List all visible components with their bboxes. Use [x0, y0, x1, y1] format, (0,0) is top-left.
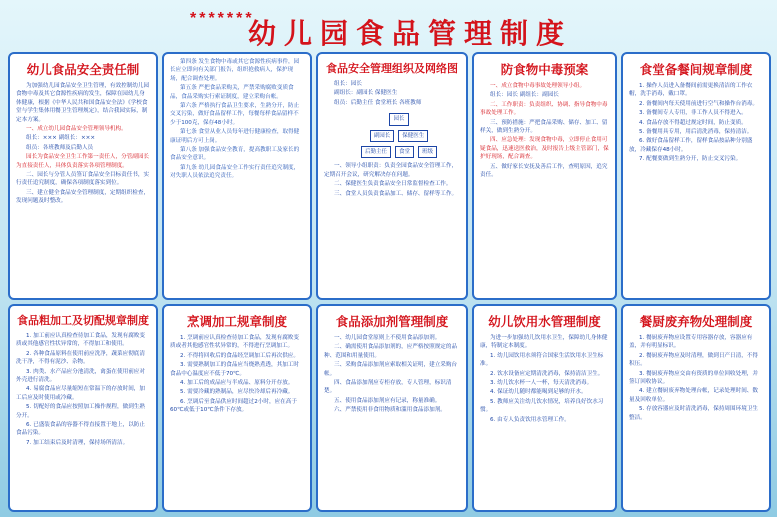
panel-line: 6. 由专人负责饮用水管理工作。: [490, 416, 570, 423]
panel-line: 二、保健医生负责食品安全日常监督检查工作。: [334, 181, 452, 188]
panel-body: [629, 334, 763, 422]
panel-line: 1. 餐厨废弃物应设置专用容器存放，容器应有盖，并有明显标识。: [629, 335, 753, 350]
panel-line: 6. 做好食品留样工作，留样食品按品种分别盛放，冷藏保存48小时。: [629, 138, 753, 153]
panel-line: 2. 备餐间内每天使用前进行空气和操作台消毒。: [639, 100, 758, 107]
panel-line: 三、建立健全食品安全管理制度，定期组织检查，发现问题及时整改。: [16, 189, 150, 205]
panel-line: 第五条 严把食品采购关，严禁采购腐败变质食品，食品采购实行索证制度，建立采购台帐。: [170, 85, 294, 100]
panel-line: 三、食堂人员负责食品加工、储存、留样等工作。: [334, 190, 458, 197]
panel-line: 4. 建立餐厨废弃物处理台帐，记录处理时间、数量及回收单位。: [629, 388, 758, 403]
panel-title: 幼儿食品安全责任制: [26, 62, 140, 77]
panel-title: 食品安全管理组织及网络图: [326, 62, 458, 75]
panel-line: 5. 切配好的食品应按照加工操作规程，做到生熟分开。: [16, 404, 145, 419]
panel-title: 餐厨废弃物处理制度: [639, 314, 753, 329]
panel-cooking-rules: [162, 304, 312, 512]
panel-line: 5. 存放容器应及时清洗消毒，保持周围环境卫生整洁。: [629, 406, 758, 421]
title-stars: *******: [190, 10, 255, 27]
panel-title: 食品粗加工及切配规章制度: [17, 314, 149, 327]
panel-line: 1. 操作人员进入备餐间前需更换清洁的工作衣帽，洗手消毒，戴口罩。: [629, 83, 753, 98]
panel-line: 二、工作职责：负责组织、协调、指导食物中毒事故处理工作。: [480, 101, 608, 117]
panel-line: 为加强幼儿园食品安全卫生管理，有效控制幼儿园食物中毒及其它食源性疾病的发生，保障在园幼儿身体健康，根据《中华人民共和国食品安全法》《学校食堂与学生集体用餐卫生管理规定》，结合我园实际，制定本方案。: [16, 83, 150, 123]
panel-line: 组员：各班教师及后勤人员: [26, 144, 94, 151]
panel-line: 二、园长与分管人员签订食品安全目标责任书，实行责任追究制度，确保各项制度落实到位。: [16, 172, 150, 187]
panel-line: 2. 各种食品原料在使用前应洗净，蔬菜应彻底清洗干净，不得有泥沙、杂物。: [16, 350, 145, 366]
panel-line: 2. 饮水设备应定期清洗消毒，保持清洁卫生。: [490, 370, 604, 377]
org-node: 后勤主任: [361, 146, 391, 158]
panel-body: [170, 334, 304, 415]
panel-line: 2. 餐厨废弃物应及时清理，做到日产日清，不得积压。: [629, 352, 758, 368]
panel-food-poisoning-plan: [472, 52, 617, 300]
panel-rough-processing-rules: [8, 304, 158, 512]
panel-line: 第九条 幼儿园食品安全工作实行责任追究制度，对失职人员依法追究责任。: [170, 164, 300, 180]
org-node: 园长: [389, 113, 408, 125]
panel-line: 为进一步加强幼儿饮用水卫生，保障幼儿身体健康，特制定本制度。: [480, 335, 608, 350]
panel-title: 烹调加工规章制度: [186, 314, 287, 329]
panel-line: 第七条 食堂从业人员每年进行健康检查，取得健康证明后方可上岗。: [170, 129, 300, 144]
panel-serving-room-rules: [621, 52, 771, 300]
panel-kitchen-waste-rules: [621, 304, 771, 512]
panel-line: 五、做好家长安抚及善后工作，查明原因，追究责任。: [480, 163, 608, 179]
panel-line: 一、成立幼儿园食品安全管理领导机构。: [26, 126, 127, 133]
panel-line: 4. 易腐食品应尽量缩短在常温下的存放时间，加工后应及时使用或冷藏。: [16, 386, 145, 401]
panel-line: 6. 已盛装食品的容器不得直接置于地上，以防止食品污染。: [16, 422, 145, 437]
panel-line: 4. 加工后的成品应与半成品、原料分开存放。: [180, 380, 294, 387]
panel-line: 3. 幼儿饮水杯一人一杯，每天清洗消毒。: [490, 380, 593, 387]
panel-line: 6. 烹调后至食品供应时间超过2小时，应在高于60℃或低于10℃条件下存放。: [170, 398, 297, 414]
panel-line: 5. 需要冷藏的熟制品，应尽快冷却后再冷藏。: [180, 389, 294, 396]
org-node: 副园长: [370, 130, 395, 142]
panel-line: 三、采购食品添加剂应索取相关证明，建立采购台帐。: [324, 362, 458, 377]
panel-line: 组长：园长 副组长：副园长: [490, 92, 559, 99]
panel-line: 第八条 加强食品安全教育，提高教职工及家长的食品安全意识。: [170, 147, 300, 162]
panel-body: [480, 334, 609, 424]
panel-line: 4. 食品存放不得超过规定时间，防止变质。: [639, 119, 747, 126]
panel-line: 7. 配餐要做到生熟分开，防止交叉污染。: [639, 156, 742, 163]
panel-line: 二、确需使用食品添加剂的，应严格按照规定的品种、范围和用量使用。: [324, 344, 458, 359]
org-node: 保健医生: [398, 130, 428, 142]
panel-body: [324, 80, 460, 198]
panel-line: 六、严禁使用非食用物质和滥用食品添加剂。: [334, 407, 446, 414]
panel-food-additive-rules: [316, 304, 468, 512]
panel-line: 3. 备餐间专人专用，非工作人员不得进入。: [639, 110, 747, 117]
panel-line: 三、预防措施：严把食品采购、储存、加工、留样关，做到生熟分开。: [480, 119, 608, 135]
panel-body: [170, 58, 304, 181]
panel-line: 第四条 发生食物中毒或其它食源性疾病事件，园长应立即向有关部门报告，组织抢救病人，保护现场，配合调查处理。: [170, 59, 300, 82]
page-title: 幼儿园食品管理制度: [248, 17, 573, 50]
panel-organization-chart: [316, 52, 468, 300]
org-node: 班级: [418, 146, 437, 158]
panel-line: 3. 需要熟制加工的食品应当烧熟煮透，其加工时食品中心温度应不低于70℃。: [170, 362, 299, 377]
panel-food-safety-responsibility: [8, 52, 158, 300]
panel-line: 一、幼儿园食堂原则上不使用食品添加剂。: [334, 335, 441, 341]
panel-line: 7. 加工结束后及时清理，保持场所清洁。: [26, 439, 129, 446]
panel-line: 3. 餐厨废弃物应交由有资质的单位回收处理，并签订回收协议。: [629, 370, 758, 386]
panel-line: 组员：后勤主任 食堂班长 各班教师: [334, 99, 422, 106]
panel-line: 1. 加工前应认真检查待加工食品，发现有腐败变质或其他感官性状异常的，不得加工和使用。: [16, 333, 145, 348]
panel-line: 副组长：副园长 保健医生: [334, 90, 398, 97]
panel-line: 组长：××× 副组长：×××: [26, 135, 96, 142]
panel-line: 组长：园长: [334, 81, 362, 87]
panel-title: 防食物中毒预案: [500, 62, 589, 77]
panel-drinking-water-rules: [472, 304, 617, 512]
panel-line: 园长为食品安全卫生工作第一责任人，分管副园长为直接责任人，具体负责落实各项管理制度。: [16, 154, 150, 169]
panel-line: 五、使用食品添加剂应有记录，称量准确。: [334, 397, 441, 404]
org-node: 食堂: [395, 146, 414, 158]
panel-line: 5. 教师应关注幼儿饮水情况，培养良好饮水习惯。: [480, 398, 604, 414]
panel-line: 4. 保证幼儿随时都能喝到足够的开水。: [490, 389, 587, 396]
panel-body: [629, 82, 763, 164]
panel-body: [480, 82, 609, 179]
panel-title: 食堂备餐间规章制度: [639, 62, 753, 77]
panel-body: [16, 82, 150, 206]
panel-title: 幼儿饮用水管理制度: [488, 314, 601, 329]
panel-line: 一、成立食物中毒事故处理领导小组。: [490, 83, 586, 89]
header: [0, 0, 777, 52]
org-chart: [324, 113, 468, 158]
panel-food-safety-rules-continued: [162, 52, 312, 300]
panel-line: 第六条 严格执行食品卫生要求，生熟分开，防止交叉污染，做好食品留样工作，每餐每样食品留样不少于100克，保存48小时。: [170, 103, 300, 126]
panel-line: 四、食品添加剂应专柜存放，专人管理，标识清楚。: [324, 380, 452, 395]
panel-line: 1. 烹调前应认真检查待加工食品，发现有腐败变质或者其他感官性状异常的，不得进行烹调加工。: [170, 335, 299, 350]
panel-body: [324, 334, 460, 415]
panel-line: 5. 备餐用具专用，用后清洗消毒，保持清洁。: [639, 129, 753, 136]
panel-line: 一、领导小组职责：负责全园食品安全管理工作，定期召开会议，研究解决存在问题。: [324, 163, 458, 178]
panel-line: 1. 幼儿园饮用水须符合国家生活饮用水卫生标准。: [480, 352, 604, 368]
panel-line: 四、应急处理：发现食物中毒，立即停止食用可疑食品，迅速送医救治，及时报告上级主管部门，保护好现场，配合调查。: [480, 137, 609, 161]
panel-title: 食品添加剂管理制度: [335, 314, 449, 329]
panel-line: 3. 肉类、水产品应分池清洗，禽蛋在使用前应对外壳进行清洗。: [16, 368, 145, 384]
panel-line: 2. 不得将回收后的食品经烹调加工后再次供应。: [180, 352, 299, 359]
panel-body: [16, 332, 150, 447]
